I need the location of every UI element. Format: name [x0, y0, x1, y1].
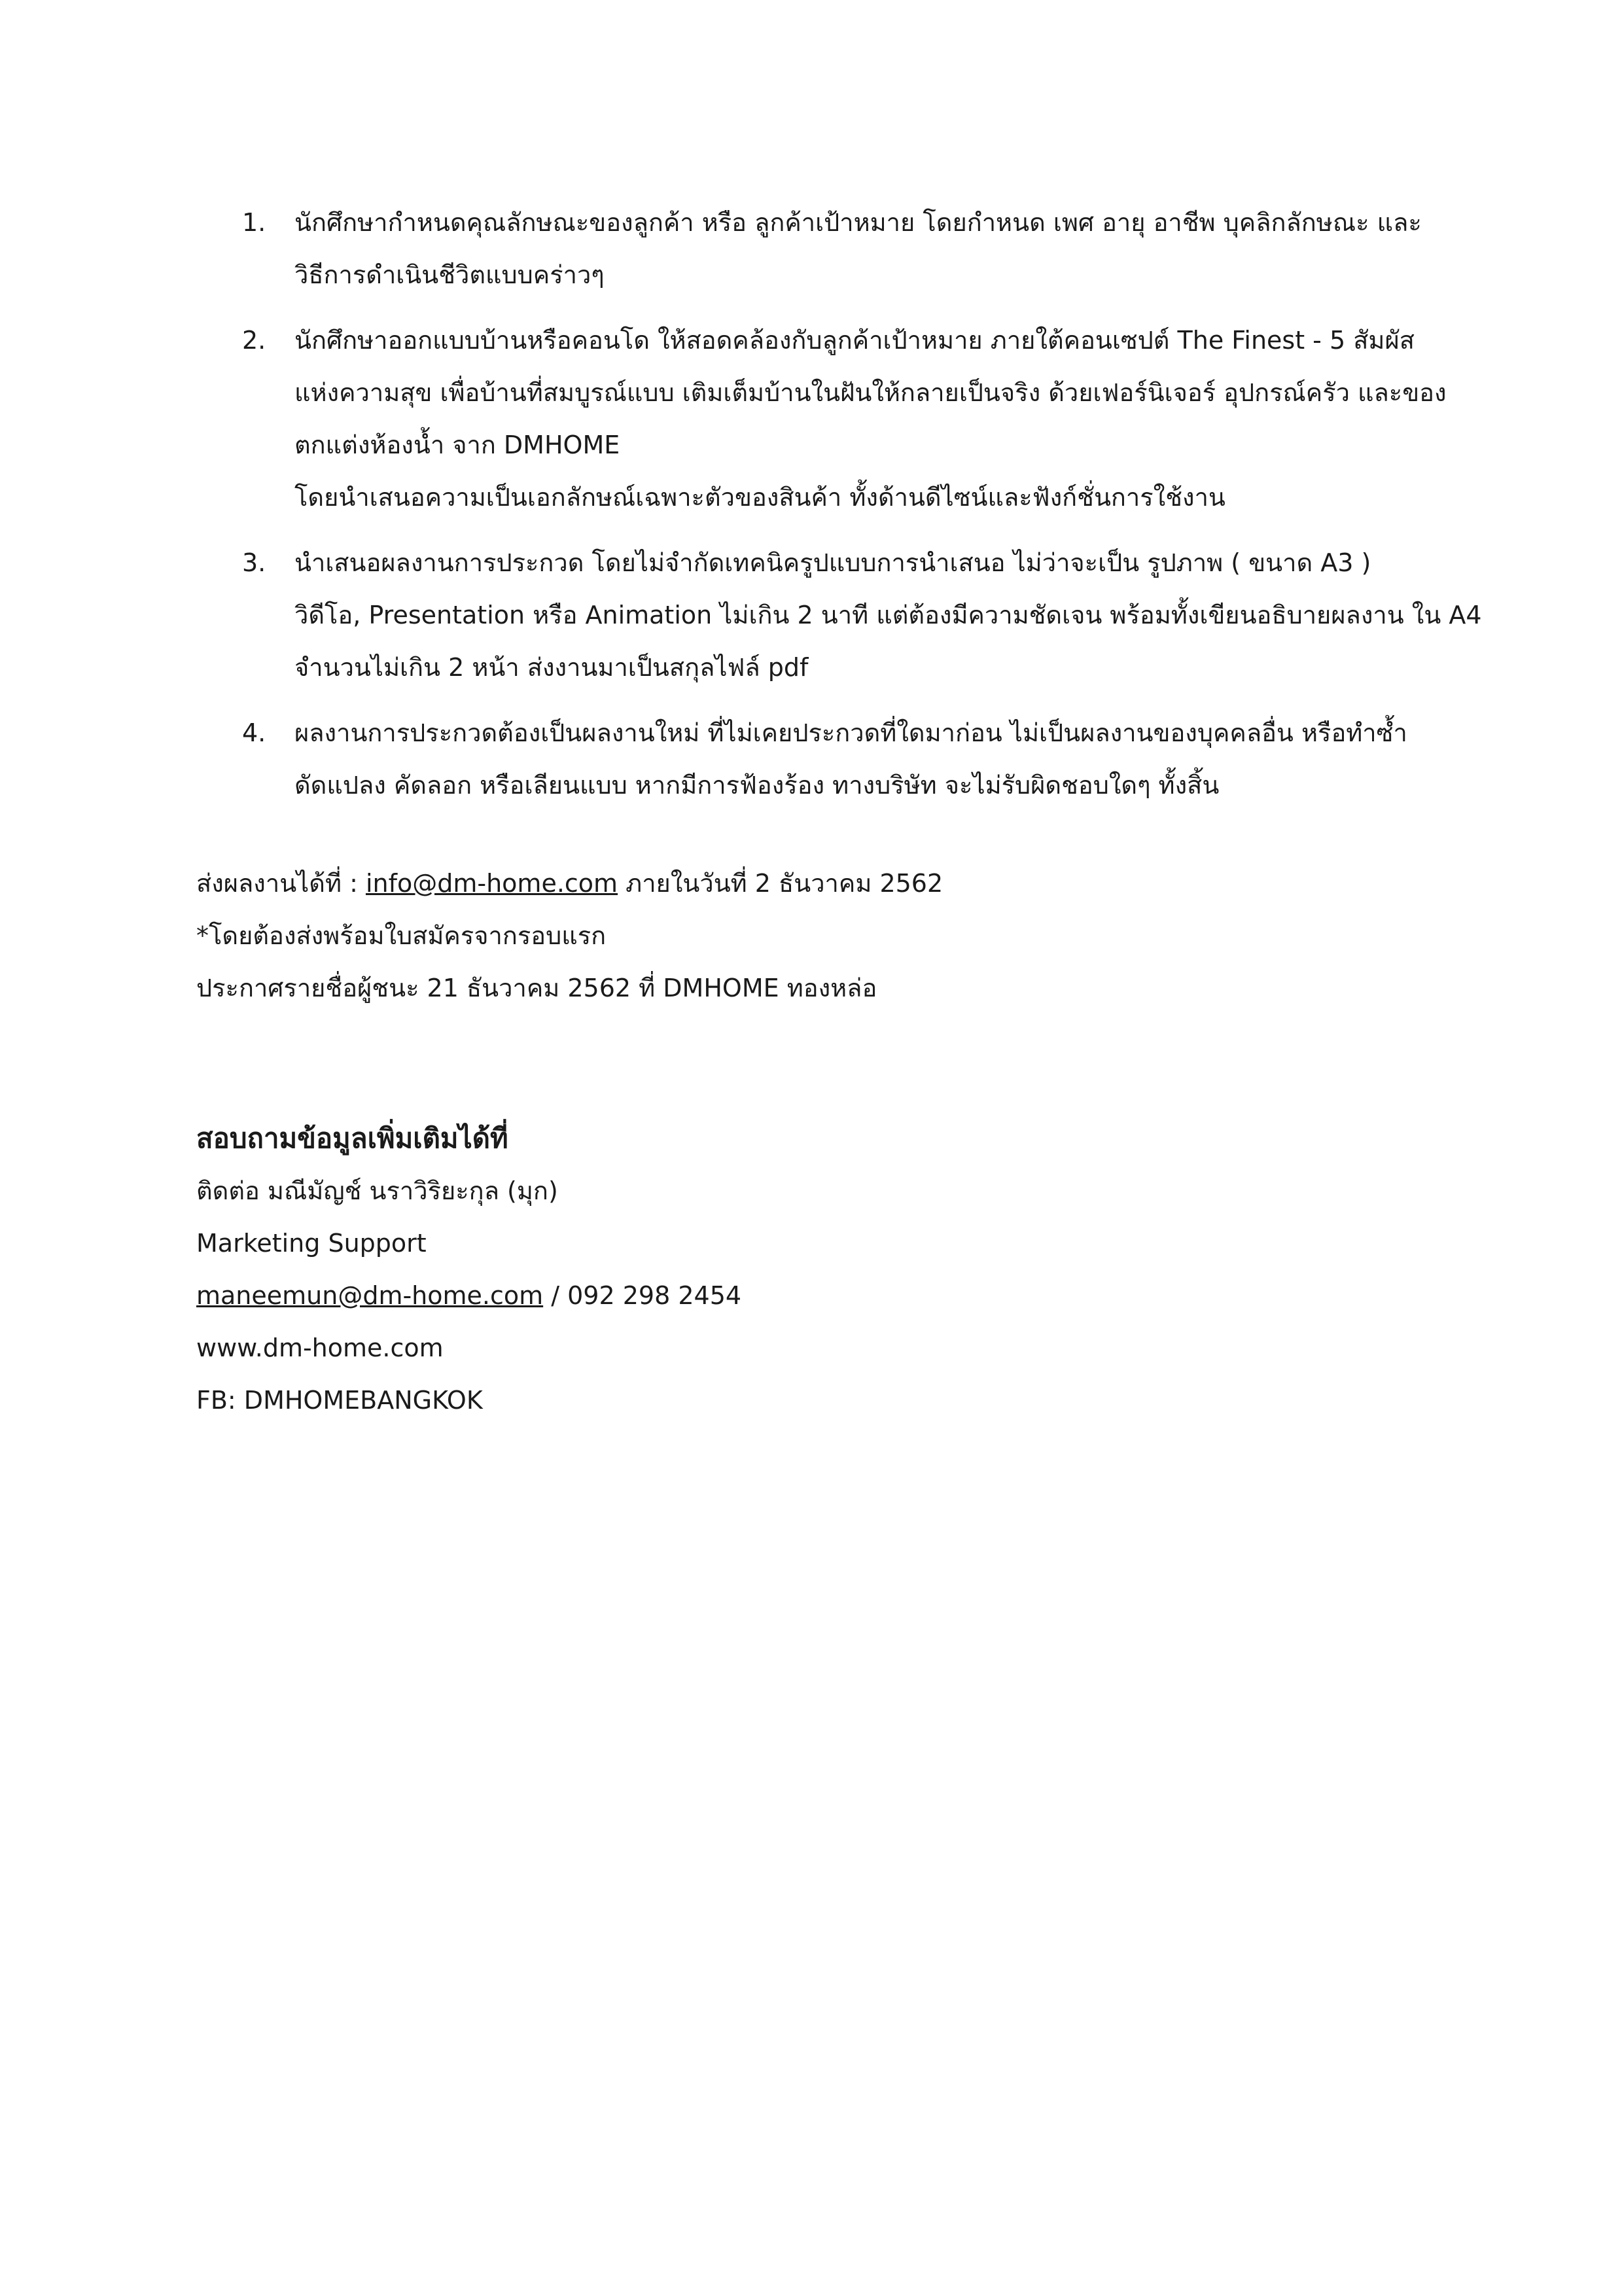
submission-note: *โดยต้องส่งพร้อมใบสมัครจากรอบแรก: [196, 921, 607, 950]
contact-heading: สอบถามข้อมูลเพิ่มเติมได้ที่: [196, 1122, 508, 1154]
requirements-list: [242, 196, 1482, 824]
requirement-line: นักศึกษากำหนดคุณลักษณะของลูกค้า หรือ ลูกค้าเป้าหมาย โดยกำหนด เพศ อายุ อาชีพ บุคลิกลักษณะ และ: [294, 208, 1422, 237]
contact-section: [196, 1112, 1439, 1426]
contact-phone: / 092 298 2454: [543, 1281, 742, 1310]
requirement-line: ดัดแปลง คัดลอก หรือเลียนแบบ หากมีการฟ้องร้อง ทางบริษัท จะไม่รับผิดชอบใดๆ ทั้งสิ้น: [294, 771, 1220, 800]
requirement-number: 3.: [242, 548, 266, 577]
requirement-line: ตกแต่งห้องน้ำ จาก DMHOME: [294, 431, 620, 459]
contact-role: Marketing Support: [196, 1229, 427, 1258]
requirement-item-1: [242, 196, 1459, 301]
submission-info: [196, 857, 1439, 1014]
winner-announcement: ประกาศรายชื่อผู้ชนะ 21 ธันวาคม 2562 ที่ DMHOME ทองหล่อ: [196, 974, 877, 1002]
requirement-item-4: [242, 707, 1459, 811]
requirement-line: โดยนำเสนอความเป็นเอกลักษณ์เฉพาะตัวของสินค้า ทั้งด้านดีไซน์และฟังก์ชั่นการใช้งาน: [294, 483, 1225, 512]
requirement-number: 1.: [242, 208, 266, 237]
requirement-line: แห่งความสุข เพื่อบ้านที่สมบูรณ์แบบ เติมเต็มบ้านในฝันให้กลายเป็นจริง ด้วยเฟอร์นิเจอร์ อุปกรณ์ครัว และของ: [294, 378, 1447, 407]
send-label: ส่งผลงานได้ที่ :: [196, 869, 358, 898]
requirement-item-2: [242, 314, 1459, 523]
contact-email-link[interactable]: maneemun@dm-home.com: [196, 1281, 544, 1310]
contact-email-phone: [196, 1269, 1439, 1322]
submission-email-link[interactable]: info@dm-home.com: [365, 869, 618, 898]
submission-line: [196, 857, 1439, 910]
requirement-line: วิธีการดำเนินชีวิตแบบคร่าวๆ: [294, 260, 605, 289]
deadline: ภายในวันที่ 2 ธันวาคม 2562: [626, 869, 943, 898]
contact-facebook[interactable]: FB: DMHOMEBANGKOK: [196, 1386, 483, 1415]
contact-person: ติดต่อ มณีมัญช์ นราวิริยะกุล (มุก): [196, 1176, 558, 1205]
requirement-number: 4.: [242, 718, 266, 747]
requirement-line: ผลงานการประกวดต้องเป็นผลงานใหม่ ที่ไม่เคยประกวดที่ใดมาก่อน ไม่เป็นผลงานของบุคคลอื่น หรือทำซ้ำ: [294, 718, 1407, 747]
requirement-line: นักศึกษาออกแบบบ้านหรือคอนโด ให้สอดคล้องกับลูกค้าเป้าหมาย ภายใต้คอนเซปต์ The Finest - 5 สัมผัส: [294, 326, 1415, 355]
contact-website[interactable]: www.dm-home.com: [196, 1333, 444, 1362]
requirement-line: วิดีโอ, Presentation หรือ Animation ไม่เกิน 2 นาที แต่ต้องมีความชัดเจน พร้อมทั้งเขียนอธิบายผลงาน ใน A4: [294, 601, 1482, 629]
requirement-number: 2.: [242, 326, 266, 355]
requirement-line: จำนวนไม่เกิน 2 หน้า ส่งงานมาเป็นสกุลไฟล์ pdf: [294, 653, 809, 682]
requirement-line: นำเสนอผลงานการประกวด โดยไม่จำกัดเทคนิครูปแบบการนำเสนอ ไม่ว่าจะเป็น รูปภาพ ( ขนาด A3 ): [294, 548, 1371, 577]
requirement-item-3: [242, 537, 1482, 694]
